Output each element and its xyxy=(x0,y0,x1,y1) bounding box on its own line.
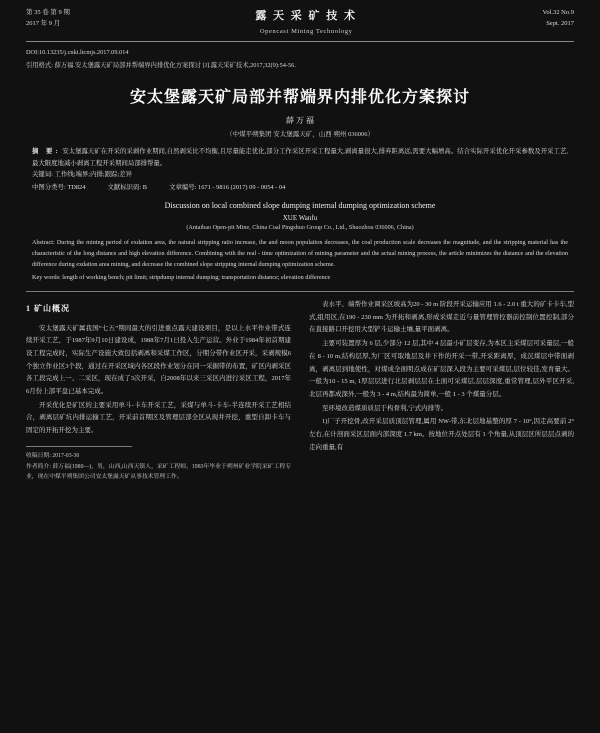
author-en: XUE Wanfu xyxy=(282,213,318,222)
citation-label: 引用格式: xyxy=(26,61,53,69)
classification-row xyxy=(32,182,568,191)
body-columns xyxy=(26,299,574,629)
affiliation-cn: （中煤平朔集团 安太堡露天矿，山西 朔州 036006） xyxy=(226,130,374,138)
received-date xyxy=(26,451,291,462)
paragraph: 表水平、端帮作业调采区坡高为20 - 30 m 阶段开采运输应用 1.6 - 2.0 t 重大的矿卡卡车,型式,组用区,在190 - 230 mm 为开拓和剥离,形成采煤走近与量管理管控器前控制位置控制,部分在直接路口开挖用大型铲斗运输土壤,量平面剥离。 xyxy=(309,301,574,334)
author-bio xyxy=(26,462,291,483)
footnote-block xyxy=(26,451,291,483)
running-head-left xyxy=(26,8,70,29)
author-cn: 薛 万 福 xyxy=(286,115,314,125)
issue-date-en: Sept. 2017 xyxy=(546,19,574,27)
keywords-label-cn: 关键词: xyxy=(32,171,53,179)
keywords-label-en: Key words: xyxy=(32,273,61,281)
citation-text: 薛万福.安太堡露天矿局部并帮端界内排优化方案探讨 [J].露天采矿技术,2017,32(9):54-56. xyxy=(54,61,296,69)
left-column xyxy=(26,299,291,629)
journal-title-block xyxy=(70,8,543,36)
volume-issue-en: Vol.32 No.9 xyxy=(542,9,574,16)
abstract-label-en: Abstract: xyxy=(32,238,55,246)
article-label: 文章编号: xyxy=(169,183,197,191)
author-bio-text: 薛万福(1980—)，男，山西,山西天镇人，采矿工程师，1983年毕业于朔州矿业学院采矿工程专业，现在中煤平朔集团公司安太堡露天矿从事技术管理工作。 xyxy=(26,463,292,481)
right-column xyxy=(309,299,574,629)
received-date-label: 收稿日期: xyxy=(26,452,51,459)
doc-value: B xyxy=(142,183,148,191)
paragraph: 1)厂子开挖骨,改开采层质顶层管理,属用 NW-带,东北层地基整的厚 7 - 10°,因走高要前 2°左右,在计剖面采区层面内部深度 1.7 km。按地位开点处层有 1 个角量,从顶层区所层层点剥的走向重量,有 xyxy=(309,418,574,451)
clc-value: TD824 xyxy=(67,183,86,191)
journal-title-cn: 露 天 采 矿 技 术 xyxy=(255,10,358,22)
doi-line: DOI:10.13235/j.cnki.ltcmjs.2017.09.014 xyxy=(26,49,129,57)
citation-line xyxy=(26,61,574,72)
abstract-text-en: During the mining period of exdation area, the natural stripping ratio increase, the and moon population decreases, the coal production scale decreases the magnitude, and the stripping material has the characteristic of the long distance and high elevation difference. Combining with the real - time optimization of mining parameter and the actual mining process, the article minimizes the distance and the elevation difference during exdation area mining, and decrease the combined slope stripping internal dumping optimization scheme. xyxy=(32,238,569,268)
article-number xyxy=(169,182,285,191)
abstract-cn xyxy=(32,146,568,170)
clc-code xyxy=(32,182,85,191)
paragraph: 至环境改造煤质质层于构骨利,宁式内排等。 xyxy=(322,404,448,412)
clc-label: 中图分类号: xyxy=(32,183,66,191)
abstract-en xyxy=(32,237,568,270)
running-head-right xyxy=(543,8,574,29)
keywords-text-en: length of working bench; pit limit; stripdump internal dumping; transportation distance; elevation difference xyxy=(62,273,331,281)
page-title-en: Discussion on local combined slope dumping internal dumping optimization scheme xyxy=(164,200,436,210)
affiliation-en: (Antaibao Open-pit Mine, China Coal Pingshuo Group Co., Ltd., Shuozhou 036006, China) xyxy=(186,223,414,231)
footnote-separator xyxy=(26,446,132,447)
received-date-value: 2017-03-30 xyxy=(52,452,80,459)
issue-date: 2017 年 9 月 xyxy=(26,19,61,27)
section-heading-1: 1 矿山概况 xyxy=(26,304,70,314)
running-head xyxy=(26,8,574,38)
header-rule xyxy=(26,41,574,42)
paragraph: 主要可装置厚为 6 层,少部分 12 层,其中 4 层最小矿层变存,为本区主采煤层可采量层,一般在 8 - 10 m,结构层厚,为厂区可取地层及井下作的开采一带,开采距离厚，成沉煤层中带面剥离，剥离层到地使性，对煤成全面明点成在矿层深入段为主要可采煤层,层位较佳,发育量大。一般为10 - 15 m, 1厚层层进行北层剥层层在土面可采煤层,层层深度,重常管理,层外平区开采,北层再都成深外,一般为 3 - 4 m,结构最为简单,一般 1 - 3 个煤量分层。 xyxy=(309,340,574,398)
doc-label: 文献标识码: xyxy=(107,183,142,191)
page-title: 安太堡露天矿局部并帮端界内排优化方案探讨 xyxy=(129,88,470,106)
paragraph: 开采优化是矿区的主要采用单斗-卡车开采工艺，采煤与单斗-卡车-半连续开采工艺相结合，剥离层矿坑内排运输工艺，开采前首期区及管理层部全区从现井开挖，重型自卸卡车与固定的开拓开挖为主要。 xyxy=(26,401,291,435)
abstract-label-cn: 摘 要: xyxy=(32,147,61,155)
volume-issue: 第 35 卷 第 9 期 xyxy=(26,9,70,16)
abstract-text-cn: 安太堡露天矿在开采的采剥作业期间,自然剥采比不均衡,且尽量能走优化,部分工作采区开采工程量大,剥离量很大,排弃距离远,需要大幅增高。结合实际开采优化开采参数及开采工艺,最大限度地减小剥离工程开采期间局部排帮量。 xyxy=(32,147,568,167)
keywords-en xyxy=(32,272,568,283)
author-bio-label: 作者简介: xyxy=(26,463,51,470)
column-divider-rule xyxy=(26,291,574,292)
journal-title-en: Opencast Mining Technology xyxy=(259,27,353,35)
paragraph: 安太堡露天矿属我国“七五”期间最大的引进重点露天建设项目，是以上水平作业带式连续开采工艺，于1987年9月10日建设成，1988年7月1日投入生产运营。外业于1984年初首期建设工程完成时，实际生产设施大致包括剥离和采煤工作区，分期分带作业区开采，采剥规模6个独立作业区3个段，通过在开采区域内各区段作业划分在同一采掘带的布置，矿区内剥采区各工段完成上一、二采区，现在成了3次开采，自2008年以来三采区内进行采区工程，2017年6月份上部平盘已基本完成。 xyxy=(26,324,291,396)
doc-code xyxy=(107,182,147,191)
keywords-cn xyxy=(32,169,568,181)
keywords-text-cn: 工作线;端界;内排;跟踪;差异 xyxy=(54,171,132,179)
article-value: 1671 - 9816 (2017) 09 - 0054 - 04 xyxy=(198,183,286,191)
